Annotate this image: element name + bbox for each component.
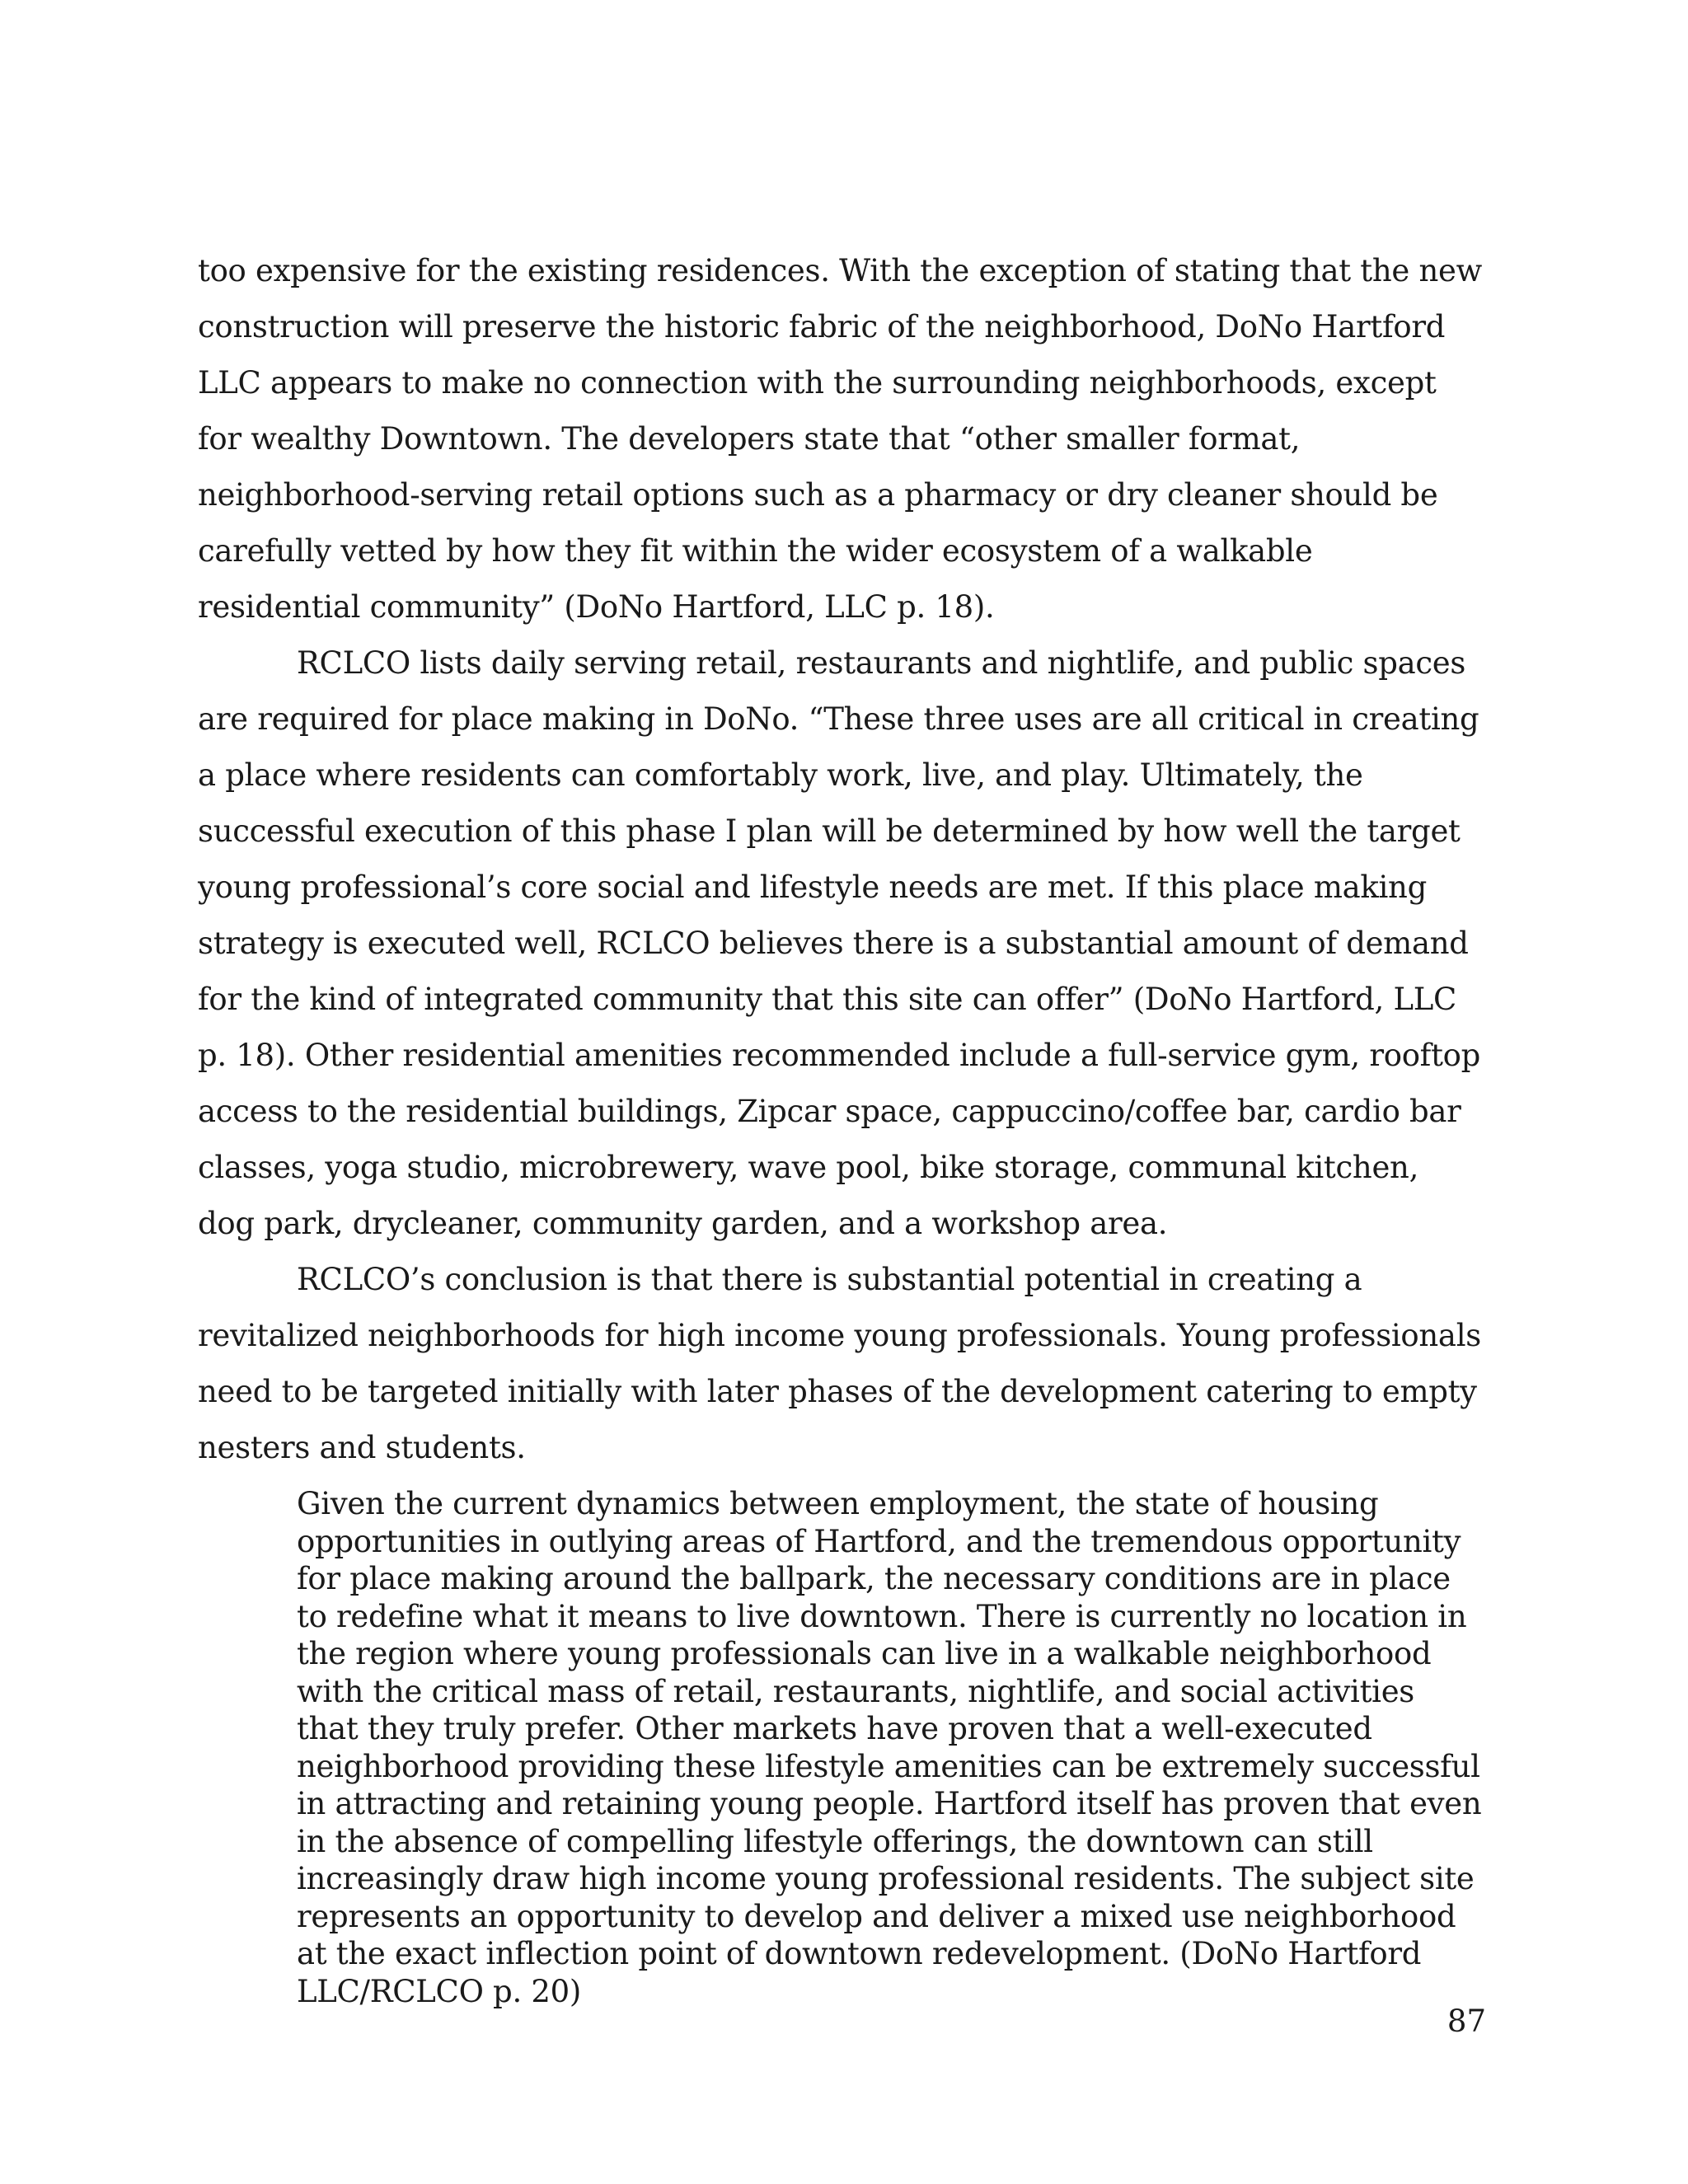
body-text xyxy=(198,243,1484,1476)
paragraph-2: RCLCO lists daily serving retail, restaurants and nightlife, and public spaces are required for place making in DoNo. “These three uses are all critical in creating a place where residents can comfortably work, live, and play. Ultimately, the successful execution of this phase I plan will be determined by how well the target young professional’s core social and lifestyle needs are met. If this place making strategy is executed well, RCLCO believes there is a substantial amount of demand for the kind of integrated community that this site can offer” (DoNo Hartford, LLC p. 18). Other residential amenities recommended include a full-service gym, rooftop access to the residential buildings, Zipcar space, cappuccino/coffee bar, cardio bar classes, yoga studio, microbrewery, wave pool, bike storage, communal kitchen, dog park, drycleaner, community garden, and a workshop area. xyxy=(198,645,1481,1241)
paragraph-3: RCLCO’s conclusion is that there is substantial potential in creating a revitalized neighborhoods for high income young professionals. Young professionals need to be targeted initially with later phases of the development catering to empty nesters and students. xyxy=(198,1262,1481,1465)
block-quote: Given the current dynamics between employment, the state of housing opportunities in outlying areas of Hartford, and the tremendous opportunity for place making around the ballpark, the necessary conditions are in place to redefine what it means to live downtown. There is currently no location in the region where young professionals can live in a walkable neighborhood with the critical mass of retail, restaurants, nightlife, and social activities that they truly prefer. Other markets have proven that a well-executed neighborhood providing these lifestyle amenities can be extremely successful in attracting and retaining young people. Hartford itself has proven that even in the absence of compelling lifestyle offerings, the downtown can still increasingly draw high income young professional residents. The subject site represents an opportunity to develop and deliver a mixed use neighborhood at the exact inflection point of downtown redevelopment. (DoNo Hartford LLC/RCLCO p. 20) xyxy=(297,1486,1482,2009)
paragraph-1: too expensive for the existing residences. With the exception of stating that the new construction will preserve the historic fabric of the neighborhood, DoNo Hartford LLC appears to make no connection with the surrounding neighborhoods, except for wealthy Downtown. The developers state that “other smaller format, neighborhood-serving retail options such as a pharmacy or dry cleaner should be carefully vetted by how they fit within the wider ecosystem of a walkable residential community” (DoNo Hartford, LLC p. 18). xyxy=(198,253,1482,625)
page-number: 87 xyxy=(1447,2004,1486,2039)
